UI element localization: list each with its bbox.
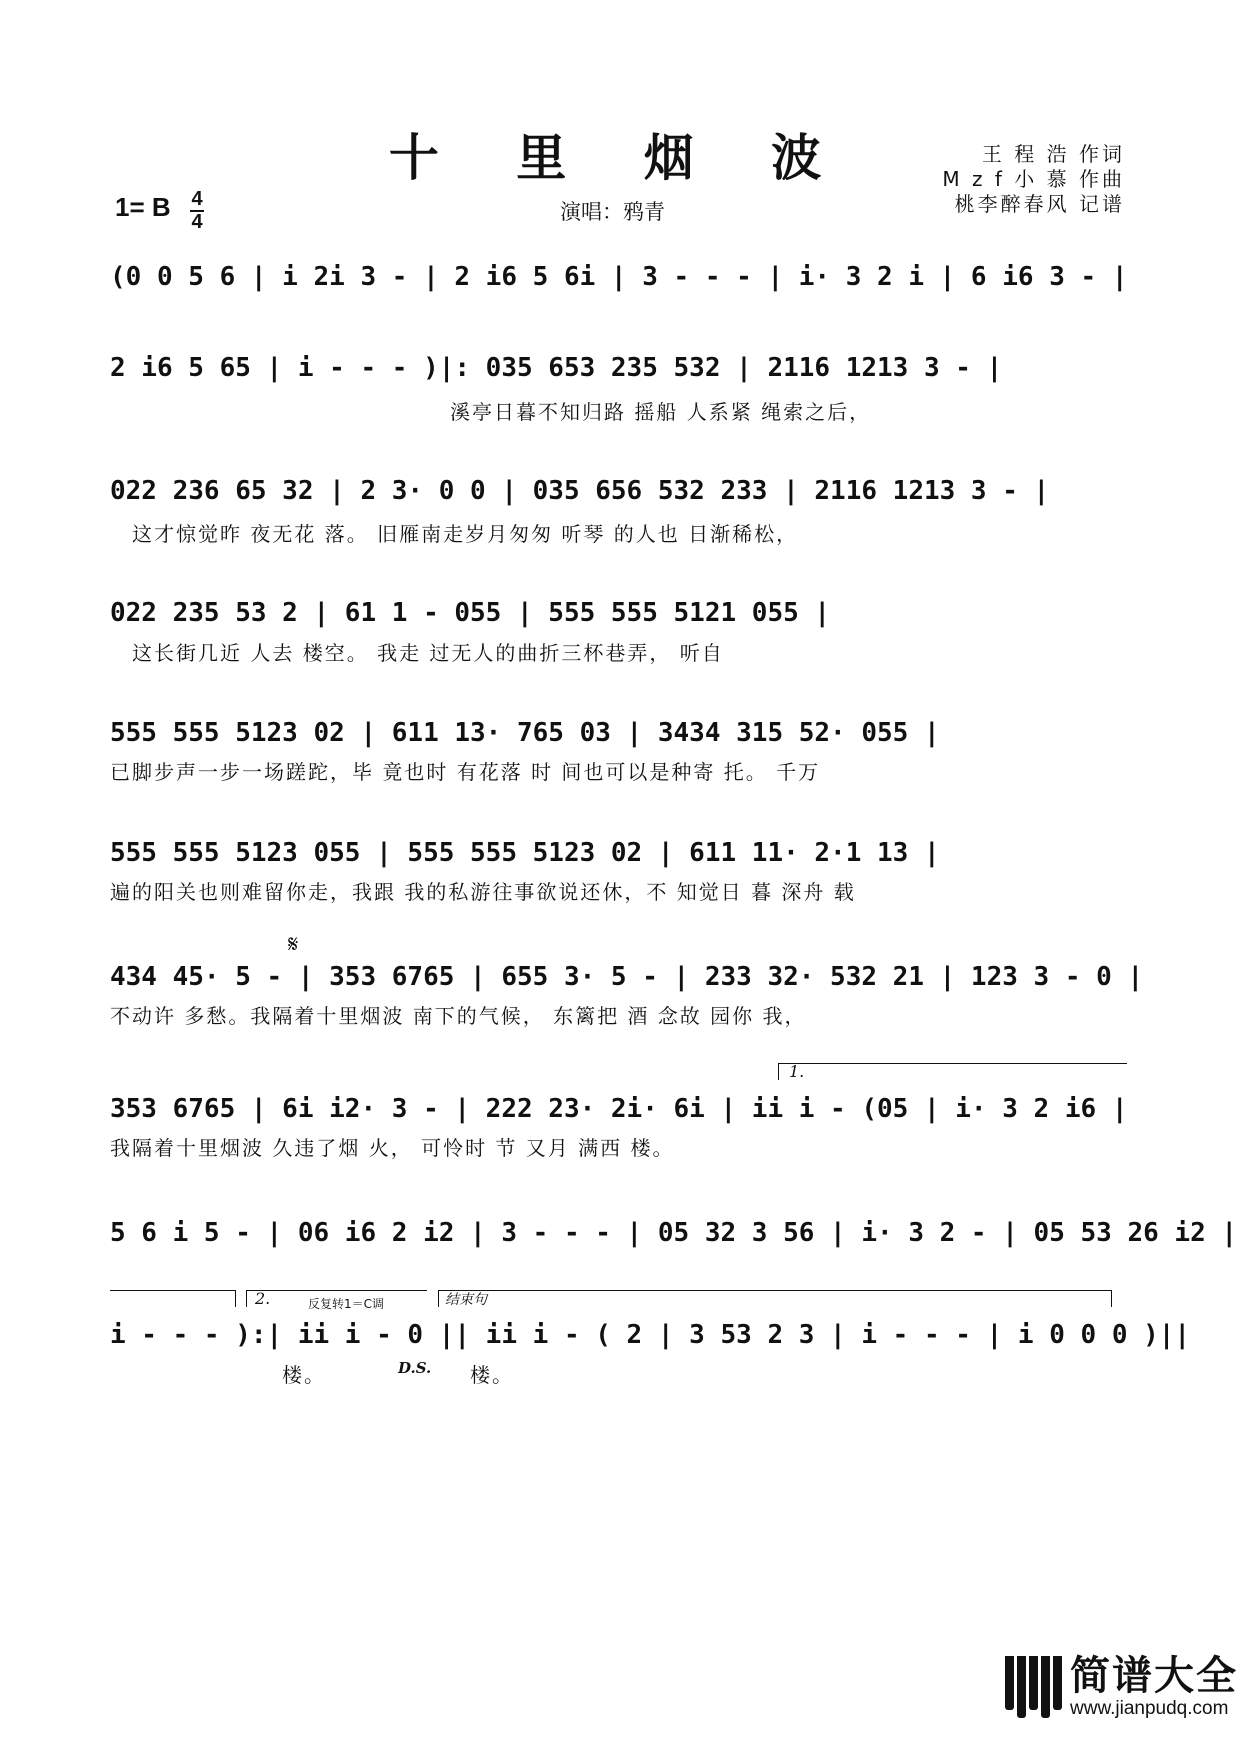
coda-label: 结束句 [445, 1292, 487, 1308]
watermark-logo [1005, 1654, 1238, 1720]
modulation-note: 反复转1＝C调 [308, 1297, 385, 1311]
score-line-4: 022 235 53 2 | 61 1 - 055 | 555 555 5121 055 | [110, 598, 831, 628]
first-ending-continuation [110, 1290, 236, 1307]
lyric-line-6: 不动许 多愁。我隔着十里烟波 南下的气候， 东篱把 酒 念故 园你 我， [110, 1004, 807, 1028]
score-line-3: 022 236 65 32 | 2 3· 0 0 | 035 656 532 233 | 2116 1213 3 - | [110, 476, 1050, 506]
score-line-9: 5 6 i 5 - | 06 i6 2 i2 | 3 - - - | 05 32 3 56 | i· 3 2 - | 05 53 26 i2 | [110, 1218, 1238, 1248]
lyric-line-4: 已脚步声一步一场蹉跎，毕 竟也时 有花落 时 间也可以是种寄 托。 千万 [110, 760, 821, 784]
watermark-url: www.jianpudq.com [1070, 1698, 1229, 1719]
score-line-6: 555 555 5123 055 | 555 555 5123 02 | 611 11· 2·1 13 | [110, 838, 940, 868]
coda-bracket [438, 1290, 1112, 1307]
second-ending-label: 2. [255, 1289, 271, 1308]
transcriber-credit: 桃李醉春风 记谱 [954, 192, 1125, 216]
score-line-10: i - - - ):| ii i - 0 || ii i - ( 2 | 3 53 2 3 | i - - - | i 0 0 0 )|| [110, 1320, 1191, 1350]
lyric-line-3: 这长街几近 人去 楼空。 我走 过无人的曲折三杯巷弄， 听自 [132, 641, 724, 665]
lyric-line-5: 遍的阳关也则难留你走，我跟 我的私游往事欲说还休，不 知觉日 暮 深舟 载 [110, 880, 856, 904]
time-signature-bottom: 4 [191, 211, 203, 233]
first-ending-bracket [778, 1063, 1127, 1080]
first-ending-label: 1. [789, 1062, 805, 1081]
page-title: 十 里 烟 波 [388, 128, 852, 187]
time-signature-top: 4 [191, 188, 203, 210]
score-line-8: 353 6765 | 6i i2· 3 - | 222 23· 2i· 6i | ii i - (05 | i· 3 2 i6 | [110, 1094, 1128, 1124]
score-line-7: 434 45· 5 - | 353 6765 | 655 3· 5 - | 233 32· 532 21 | 123 3 - 0 | [110, 962, 1144, 992]
lyric-line-7: 我隔着十里烟波 久违了烟 火， 可怜时 节 又月 满西 楼。 [110, 1136, 675, 1160]
lyric-line-8: 楼。 [282, 1363, 326, 1387]
lyric-line-9: 楼。 [470, 1363, 514, 1387]
key-signature: 1= B [115, 192, 171, 222]
watermark-name: 简谱大全 [1070, 1653, 1238, 1699]
score-line-1: (0 0 5 6 | i 2i 3 - | 2 i6 5 6i | 3 - - - | i· 3 2 i | 6 i6 3 - | [110, 262, 1128, 292]
dal-segno-mark: D.S. [398, 1359, 432, 1377]
time-signature [190, 190, 204, 232]
lyricist-credit: 王 程 浩 作词 [981, 142, 1125, 166]
score-line-2: 2 i6 5 65 | i - - - )|: 035 653 235 532 | 2116 1213 3 - | [110, 353, 1003, 383]
lyric-line-1: 溪亭日暮不知归路 摇船 人系紧 绳索之后， [450, 400, 872, 424]
score-line-5: 555 555 5123 02 | 611 13· 765 03 | 3434 315 52· 055 | [110, 718, 940, 748]
piano-keys-icon [1005, 1656, 1062, 1718]
lyric-line-2: 这才惊觉昨 夜无花 落。 旧雁南走岁月匆匆 听琴 的人也 日渐稀松， [132, 522, 799, 546]
segno-sign: 𝄋 [288, 930, 299, 958]
singer-credit: 演唱：鸦青 [560, 200, 665, 224]
composer-credit: M z f 小 慕 作曲 [942, 167, 1125, 191]
